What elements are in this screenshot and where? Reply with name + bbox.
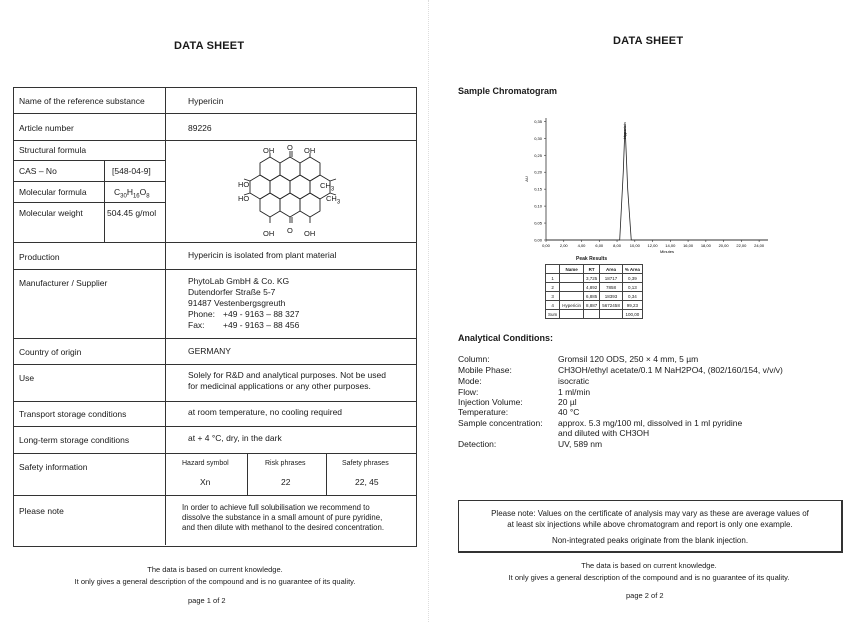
y-tick-label: 0,35 bbox=[534, 118, 542, 124]
x-tick-label: 20,00 bbox=[718, 243, 729, 248]
pr-cell: 2 bbox=[546, 283, 560, 292]
label-use: Use bbox=[19, 373, 35, 383]
use-line-2: for medicinal applications or any other purposes. bbox=[188, 381, 371, 391]
label-name: Name of the reference substance bbox=[19, 96, 145, 106]
y-tick-label: 0,05 bbox=[534, 220, 542, 226]
cond-label-mode: Mode: bbox=[458, 376, 482, 386]
x-tick-label: 10,00 bbox=[629, 243, 640, 248]
x-tick-label: 22,00 bbox=[736, 243, 747, 248]
hazard-value: Xn bbox=[200, 477, 211, 487]
value-mf: $C_{30}H_{16}O_8$ bbox=[114, 187, 150, 200]
page2-note-box bbox=[458, 500, 843, 553]
peak-label: Hypericin bbox=[622, 122, 628, 139]
table-divider bbox=[165, 88, 166, 545]
y-tick-label: 0,30 bbox=[534, 135, 542, 141]
x-axis-label: Minutes bbox=[659, 249, 675, 254]
chromatogram-chart bbox=[518, 110, 778, 260]
struct-o-bot: O bbox=[287, 226, 293, 235]
page1-footer-line-2: It only gives a general description of the compound and is no guarantee of its quality. bbox=[74, 577, 356, 586]
page1-footer bbox=[14, 564, 416, 588]
pr-cell bbox=[560, 310, 584, 319]
y-tick-label: 0,20 bbox=[534, 169, 542, 175]
x-tick-label: 14,00 bbox=[665, 243, 676, 248]
cond-label-mobile: Mobile Phase: bbox=[458, 365, 512, 375]
cond-value-mobile: CH3OH/ethyl acetate/0.1 M NaH2PO4, (802/160/154, v/v/v) bbox=[558, 365, 783, 375]
x-tick-label: 12,00 bbox=[647, 243, 658, 248]
value-cas: [548-04-9] bbox=[112, 166, 151, 176]
safety-phrases-header: Safety phrases bbox=[342, 460, 389, 467]
label-longterm: Long-term storage conditions bbox=[19, 435, 130, 445]
note-box-line-1: Please note: Values on the certificate of analysis may vary as these are average values of bbox=[491, 509, 809, 518]
label-structural: Structural formula bbox=[19, 145, 87, 155]
struct-ch3-lower: $CH_3$ bbox=[326, 194, 341, 206]
page1-footer-line-1: The data is based on current knowledge. bbox=[147, 565, 283, 574]
cond-label-injection: Injection Volume: bbox=[458, 397, 523, 407]
pr-header: Area bbox=[600, 265, 623, 274]
pr-cell: Hypericin bbox=[560, 301, 584, 310]
page1-number: page 1 of 2 bbox=[188, 596, 226, 605]
table-row bbox=[546, 301, 643, 310]
analytical-title: Analytical Conditions: bbox=[458, 333, 554, 343]
pr-cell bbox=[584, 310, 600, 319]
pr-cell bbox=[560, 283, 584, 292]
pr-cell bbox=[560, 292, 584, 301]
pr-cell: 100,00 bbox=[622, 310, 642, 319]
value-article: 89226 bbox=[188, 123, 212, 133]
page2-footer-line-2: It only gives a general description of the compound and is no guarantee of its quality. bbox=[508, 573, 790, 582]
pr-cell: 3,725 bbox=[584, 274, 600, 283]
note-line-1: In order to achieve full solubilisation we recommend to bbox=[182, 503, 370, 512]
x-tick-label: 24,00 bbox=[754, 243, 765, 248]
pr-cell bbox=[600, 310, 623, 319]
x-tick-label: 4,00 bbox=[577, 243, 586, 248]
pr-cell: 4 bbox=[546, 301, 560, 310]
pr-cell: 18393 bbox=[600, 292, 623, 301]
cond-value-detection: UV, 589 nm bbox=[558, 439, 603, 449]
pr-header: % Area bbox=[622, 265, 642, 274]
struct-ho-ul: HO bbox=[238, 180, 250, 189]
pr-cell: 1 bbox=[546, 274, 560, 283]
phone-value: +49 - 9163 – 88 327 bbox=[223, 309, 300, 319]
x-tick-label: 16,00 bbox=[683, 243, 694, 248]
struct-oh-br: OH bbox=[304, 229, 316, 238]
struct-oh-bl: OH bbox=[263, 229, 275, 238]
table-row bbox=[546, 292, 643, 301]
x-tick-label: 18,00 bbox=[700, 243, 711, 248]
label-manufacturer: Manufacturer / Supplier bbox=[19, 278, 108, 288]
struct-ch3-upper: $CH_3$ bbox=[320, 181, 335, 193]
note-box-line-2: at least six injections while above chromatogram and report is only one example. bbox=[507, 520, 793, 529]
label-cas: CAS – No bbox=[19, 166, 57, 176]
manufacturer-line-3: 91487 Vestenbergsgreuth bbox=[188, 298, 286, 308]
x-tick-label: 8,00 bbox=[613, 243, 621, 248]
pr-cell: 0,39 bbox=[622, 274, 642, 283]
manufacturer-line-1: PhytoLab GmbH & Co. KG bbox=[188, 276, 290, 286]
cond-label-detection: Detection: bbox=[458, 439, 497, 449]
peak-results-table bbox=[545, 264, 643, 319]
pr-cell: 4,892 bbox=[584, 283, 600, 292]
cond-label-sample: Sample concentration: bbox=[458, 418, 543, 428]
page2-footer-line-1: The data is based on current knowledge. bbox=[581, 561, 717, 570]
label-mf: Molecular formula bbox=[19, 187, 87, 197]
struct-oh-tr: OH bbox=[304, 146, 316, 155]
pr-cell: 6,885 bbox=[584, 292, 600, 301]
page2-footer bbox=[444, 560, 854, 584]
value-country: GERMANY bbox=[188, 346, 231, 356]
cond-value-column: Gromsil 120 ODS, 250 × 4 mm, 5 µm bbox=[558, 354, 699, 364]
table-row bbox=[546, 310, 643, 319]
manufacturer-line-2: Dutendorfer Straße 5-7 bbox=[188, 287, 276, 297]
label-transport: Transport storage conditions bbox=[19, 409, 127, 419]
page-gutter bbox=[428, 0, 441, 622]
cond-label-column: Column: bbox=[458, 354, 490, 364]
value-mw: 504.45 g/mol bbox=[107, 208, 157, 218]
pr-cell: 3 bbox=[546, 292, 560, 301]
pr-cell: 7858 bbox=[600, 283, 623, 292]
label-production: Production bbox=[19, 252, 60, 262]
y-tick-label: 0,15 bbox=[534, 186, 542, 192]
x-tick-label: 2,00 bbox=[559, 243, 568, 248]
fax-label: Fax: bbox=[188, 320, 205, 330]
cond-value-flow: 1 ml/min bbox=[558, 387, 591, 397]
value-transport: at room temperature, no cooling required bbox=[188, 407, 343, 417]
cond-value-mode: isocratic bbox=[558, 376, 590, 386]
pr-cell bbox=[560, 274, 584, 283]
risk-header: Risk phrases bbox=[265, 460, 306, 467]
value-name: Hypericin bbox=[188, 96, 224, 106]
pr-cell: 0,13 bbox=[622, 283, 642, 292]
table-row bbox=[546, 274, 643, 283]
x-tick-label: 0,00 bbox=[542, 243, 550, 248]
value-production: Hypericin is isolated from plant material bbox=[188, 250, 337, 260]
pr-cell: 99,23 bbox=[622, 301, 642, 310]
x-tick-label: 6,00 bbox=[595, 243, 604, 248]
struct-oh-tl: OH bbox=[263, 146, 275, 155]
peak-results-header-row bbox=[546, 265, 643, 274]
label-safety: Safety information bbox=[19, 462, 88, 472]
label-article: Article number bbox=[19, 123, 74, 133]
cond-label-flow: Flow: bbox=[458, 387, 479, 397]
pr-cell: 0,34 bbox=[622, 292, 642, 301]
cond-value-sample: approx. 5.3 mg/100 ml, dissolved in 1 ml pyridine bbox=[558, 418, 743, 428]
note-line-3: and then dilute with methanol to the desired concentration. bbox=[182, 523, 384, 532]
cond-value-temperature: 40 °C bbox=[558, 407, 580, 417]
y-tick-label: 0,25 bbox=[534, 152, 542, 158]
note-line-2: dissolve the substance in a small amount of pure pyridine, bbox=[182, 513, 383, 522]
value-longterm: at + 4 °C, dry, in the dark bbox=[188, 433, 282, 443]
pr-cell: Sum bbox=[546, 310, 560, 319]
use-line-1: Solely for R&D and analytical purposes. Not be used bbox=[188, 370, 386, 380]
label-mw: Molecular weight bbox=[19, 208, 83, 218]
note-box-line-3: Non-integrated peaks originate from the blank injection. bbox=[551, 536, 749, 545]
cond-value-sample-2: and diluted with CH3OH bbox=[558, 428, 650, 438]
cond-label-temperature: Temperature: bbox=[458, 407, 509, 417]
chromatogram-trace bbox=[546, 125, 768, 240]
cond-value-injection: 20 µl bbox=[558, 397, 577, 407]
pr-header: Name bbox=[560, 265, 584, 274]
y-axis-label: AU bbox=[524, 176, 529, 182]
page2-number: page 2 of 2 bbox=[626, 591, 664, 600]
pr-header: RT bbox=[584, 265, 600, 274]
page1-title: DATA SHEET bbox=[174, 40, 245, 52]
pr-cell: 8,887 bbox=[584, 301, 600, 310]
y-tick-label: 0,10 bbox=[534, 203, 542, 209]
label-note: Please note bbox=[19, 506, 64, 516]
y-tick-label: 0,00 bbox=[534, 237, 542, 243]
table-row bbox=[546, 283, 643, 292]
label-country: Country of origin bbox=[19, 347, 82, 357]
page2-title: DATA SHEET bbox=[613, 35, 684, 47]
pr-header bbox=[546, 265, 560, 274]
phone-label: Phone: bbox=[188, 309, 215, 319]
hazard-header: Hazard symbol bbox=[182, 460, 229, 467]
fax-value: +49 - 9163 – 88 456 bbox=[223, 320, 300, 330]
chromatogram-title: Sample Chromatogram bbox=[458, 86, 558, 96]
pr-cell: 5672458 bbox=[600, 301, 623, 310]
pr-cell: 18717 bbox=[600, 274, 623, 283]
peak-results-title: Peak Results bbox=[576, 256, 608, 262]
safety-phrases-value: 22, 45 bbox=[355, 477, 379, 487]
struct-ho-ll: HO bbox=[238, 194, 250, 203]
struct-o-top: O bbox=[287, 143, 293, 152]
risk-value: 22 bbox=[281, 477, 291, 487]
